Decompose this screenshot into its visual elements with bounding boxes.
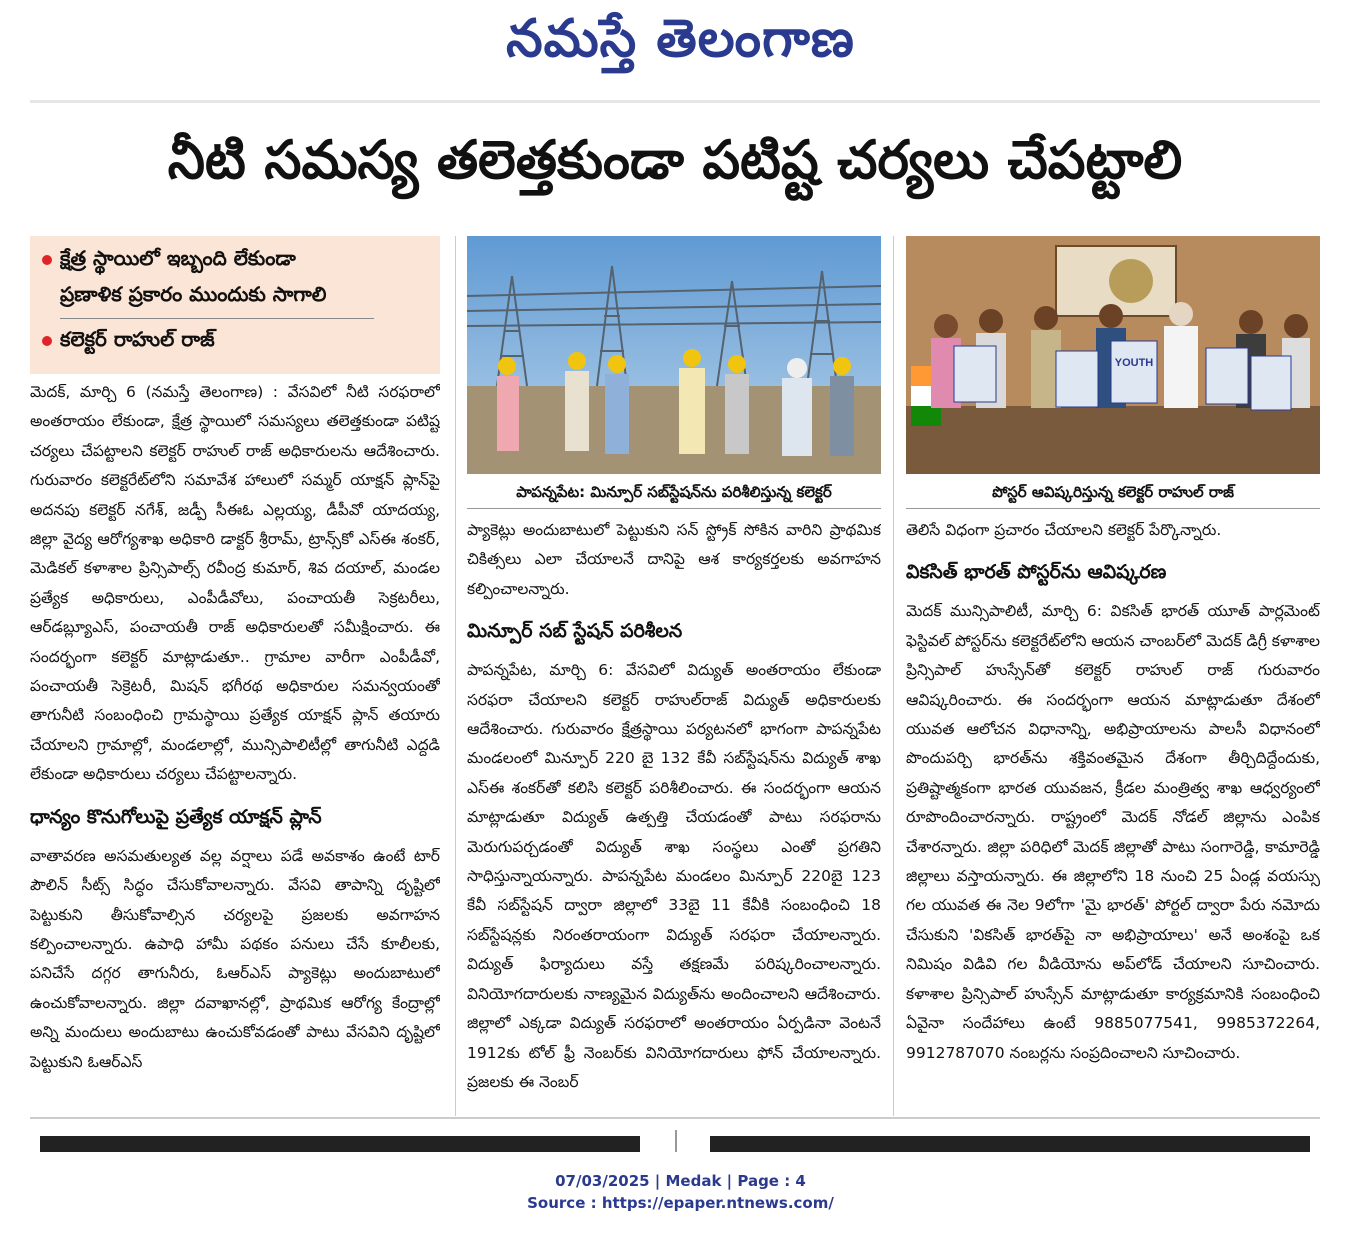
caption-rule	[467, 508, 881, 509]
article-column-1	[30, 378, 440, 1108]
bottom-rule	[30, 1117, 1320, 1119]
headline: నీటి సమస్య తలెత్తకుండా పటిష్ట చర్యలు చేపట్టాలి	[167, 130, 1183, 191]
highlight-item-2-text: కలెక్టర్ రాహుల్ రాజ్	[60, 326, 215, 351]
highlight-item-1	[30, 242, 440, 278]
highlight-item-1-line1: క్షేత్ర స్థాయిలో ఇబ్బంది లేకుండా	[60, 245, 296, 270]
substation-photo	[467, 236, 881, 474]
caption-rule	[906, 508, 1320, 509]
bullet-icon	[42, 255, 52, 265]
bullet-icon	[42, 336, 52, 346]
column3-para2: మెదక్ మున్సిపాలిటీ, మార్చి 6: వికసిత్ భారత్ యూత్ పార్లమెంట్ ఫెస్టివల్ పోస్టర్‌ను కలెక్టరేట్‌లోని ఆయన చాంబర్‌లో మెదక్ డిగ్రీ కళాశాల ప్రిన్సిపాల్ హుస్సేన్‌తో కలెక్టర్ రాహుల్ రాజ్ గురువారం ఆవిష్కరించారు. ఈ సందర్భంగా ఆయన మాట్లాడుతూ దేశంలో యువత ఆలోచన విధానాన్ని, అభిప్రాయాలను పాలసీ విధానంలో పొందుపర్చి భారత్‌ను శక్తివంతమైన దేశంగా తీర్చిదిద్దేందుకు, ప్రతిష్టాత్మకంగా భారత యువజన, క్రీడల మంత్రిత్వ శాఖ ఆధ్వర్యంలో రూపొందించారన్నారు. రాష్ట్రంలో మెదక్ నోడల్ జిల్లాను ఎంపిక చేశారన్నారు. జిల్లా పరిధిలో మెదక్ జిల్లాతో పాటు సంగారెడ్డి, కామారెడ్డి జిల్లాలు వస్తాయన్నారు. ఈ జిల్లాలోని 18 నుంచి 25 ఏండ్ల వయస్సు గల యువత ఈ నెల 9లోగా 'మై భారత్' పోర్టల్ ద్వారా పేరు నమోదు చేసుకుని 'వికసిత్ భారత్‌పై నా అభిప్రాయాలు' అనే అంశంపై ఒక నిమిషం విడివి గల వీడియోను అప్‌లోడ్ చేయాలని సూచించారు. కళాశాల ప్రిన్సిపాల్ హుస్సేన్ మాట్లాడుతూ కార్యక్రమానికి సంబంధించి ఏవైనా సందేహాలు ఉంటే 9885077541, 9985372264, 9912787070 నంబర్లను సంప్రదించాలని సూచించారు.	[906, 602, 1320, 1062]
highlight-divider	[60, 318, 374, 319]
column2-para1: ప్యాకెట్లు అందుబాటులో పెట్టుకుని సన్ స్ట్రోక్ సోకిన వారిని ప్రాథమిక చికిత్సలు ఎలా చేయాలనే దానిపై ఆశ కార్యకర్తలకు అవగాహన కల్పించాలన్నారు.	[467, 521, 881, 598]
top-rule	[30, 100, 1320, 103]
column-divider	[893, 236, 894, 1116]
cutoff-headline-right	[710, 1136, 1310, 1152]
column2-para2: పాపన్నపేట, మార్చి 6: వేసవిలో విద్యుత్ అంతరాయం లేకుండా సరఫరా చేయాలని కలెక్టర్ రాహుల్‌రాజ్ విద్యుత్ అధికారులకు ఆదేశించారు. గురువారం క్షేత్రస్థాయి పర్యటనలో భాగంగా పాపన్నపేట మండలంలో మిన్పూర్ 220 బై 132 కేవీ సబ్‌స్టేషన్‌ను విద్యుత్ శాఖ ఎస్‌ఈ శంకర్‌తో కలిసి కలెక్టర్ పరిశీలించారు. ఈ సందర్భంగా ఆయన మాట్లాడుతూ విద్యుత్ ఉత్పత్తి చేయడంతో పాటు సరఫరాను మెరుగుపర్చడంతో విద్యుత్ శాఖ సంస్థలు ఎంతో ప్రగతిని సాధిస్తున్నాయన్నారు. పాపన్నపేట మండలం మిన్పూర్ 220బై 123 కేవీ సబ్‌స్టేషన్ ద్వారా జిల్లాలో 33బై 11 కేవీకి సంబంధించి 18 సబ్‌స్టేషన్లకు నిరంతరాయంగా విద్యుత్ సరఫరా చేయాలన్నారు. విద్యుత్ ఫిర్యాదులు వస్తే తక్షణమే పరిష్కరించాలన్నారు. వినియోగదారులకు నాణ్యమైన విద్యుత్‌ను అందించాలని ఆదేశించారు. జిల్లాలో ఎక్కడా విద్యుత్ సరఫరాలో అంతరాయం ఏర్పడినా వెంటనే 1912కు టోల్ ఫ్రీ నెంబర్‌కు వినియోగదారులు ఫోన్ చేయాలన్నారు. ప్రజలకు ఈ నెంబర్	[467, 661, 881, 1091]
masthead-logo: నమస్తే తెలంగాణ	[506, 8, 855, 69]
column2-subhead: మిన్పూర్ సబ్ స్టేషన్ పరిశీలన	[467, 620, 683, 643]
poster-photo-caption: పోస్టర్ ఆవిష్కరిస్తున్న కలెక్టర్ రాహుల్ రాజ్	[992, 483, 1234, 501]
footer-source-line: Source : https://epaper.ntnews.com/	[527, 1194, 834, 1212]
cutoff-headline-left	[40, 1136, 640, 1152]
footer-date-line: 07/03/2025 | Medak | Page : 4	[555, 1172, 806, 1190]
substation-photo-illustration	[467, 236, 881, 474]
article-column-3	[906, 516, 1320, 1108]
column1-para2: వాతావరణ అసమతుల్యత వల్ల వర్షాలు పడే అవకాశం ఉంటే టార్ పౌలిన్ సీట్స్ సిద్ధం చేసుకోవాలన్నారు. వేసవి తాపాన్ని దృష్టిలో పెట్టుకుని తీసుకోవాల్సిన చర్యలపై ప్రజలకు అవగాహన కల్పించాలన్నారు. ఉపాధి హామీ పథకం పనులు చేసే కూలీలకు, పనిచేసే దగ్గర తాగునీరు, ఓఆర్‌ఎస్ ప్యాకెట్లు అందుబాటులో ఉంచుకోవాలన్నారు. జిల్లా దవాఖానల్లో, ప్రాథమిక ఆరోగ్య కేంద్రాల్లో అన్ని మందులు అందుబాటు ఉంచుకోవడంతో పాటు వేసవిని దృష్టిలో పెట్టుకుని ఓఆర్‌ఎస్	[30, 846, 440, 1071]
highlight-item-1-line2: ప్రణాళిక ప్రకారం ముందుకు సాగాలి	[60, 281, 327, 306]
highlight-box	[30, 236, 440, 374]
poster-launch-photo-illustration	[906, 236, 1320, 474]
next-article-headline-cutoff	[30, 1130, 1320, 1152]
column-divider	[455, 236, 456, 1116]
highlight-item-2	[30, 323, 440, 359]
substation-photo-caption: పాపన్నపేట: మిన్పూర్ సబ్‌స్టేషన్‌ను పరిశీలిస్తున్న కలెక్టర్	[516, 483, 832, 501]
column3-subhead: వికసిత్ భారత్ పోస్టర్‌ను ఆవిష్కరణ	[906, 561, 1167, 584]
poster-launch-photo	[906, 236, 1320, 474]
poster-text: YOUTH	[1114, 357, 1154, 369]
column3-para1: తెలిసే విధంగా ప్రచారం చేయాలని కలెక్టర్ పేర్కొన్నారు.	[906, 521, 1222, 539]
teaser-divider	[675, 1130, 677, 1152]
column1-para1: మెదక్, మార్చి 6 (నమస్తే తెలంగాణ) : వేసవిలో నీటి సరఫరాలో అంతరాయం లేకుండా, క్షేత్ర స్థాయిలో సమస్యలు తలెత్తకుండా పటిష్ట చర్యలు చేపట్టాలని కలెక్టర్ రాహుల్ రాజ్ అధికారులను ఆదేశించారు. గురువారం కలెక్టరేట్‌లోని సమావేశ హాలులో సమ్మర్ యాక్షన్ ప్లాన్‌పై అదనపు కలెక్టర్ నగేశ్, జడ్పీ సీఈఓ ఎల్లయ్య, డీపీవో యాదయ్య, జిల్లా వైద్య ఆరోగ్యశాఖ అధికారి డాక్టర్ శ్రీరామ్, ట్రాన్స్‌కో ఎస్‌ఈ శంకర్, మెడికల్ కళాశాల ప్రిన్సిపాల్స్ రవీంద్ర కుమార్, శివ దయాల్, మండల ప్రత్యేక అధికారులు, ఎంపీడీవోలు, పంచాయతీ సెక్రటరీలు, ఆర్‌డబ్ల్యూఎస్, పంచాయతీ రాజ్ అధికారులతో సమీక్షించారు. ఈ సందర్భంగా కలెక్టర్ మాట్లాడుతూ.. గ్రామాల వారీగా ఎంపీడీవో, పంచాయతీ సెక్రెటరీ, మిషన్ భగీరథ అధికారుల సమన్వయంతో తాగునీటి సంబంధించి గ్రామస్థాయి ప్రత్యేక యాక్షన్ ప్లాన్ తయారు చేయాలని గ్రామాల్లో, మండలాల్లో, మున్సిపాలిటీల్లో తాగునీటి ఎద్దడి లేకుండా అధికారులు చర్యలు చేపట్టాలన్నారు.	[30, 383, 440, 784]
footer	[0, 1170, 1361, 1214]
article-column-2	[467, 516, 881, 1108]
column1-subhead: ధాన్యం కొనుగోలుపై ప్రత్యేక యాక్షన్ ప్లాన్	[30, 805, 322, 828]
